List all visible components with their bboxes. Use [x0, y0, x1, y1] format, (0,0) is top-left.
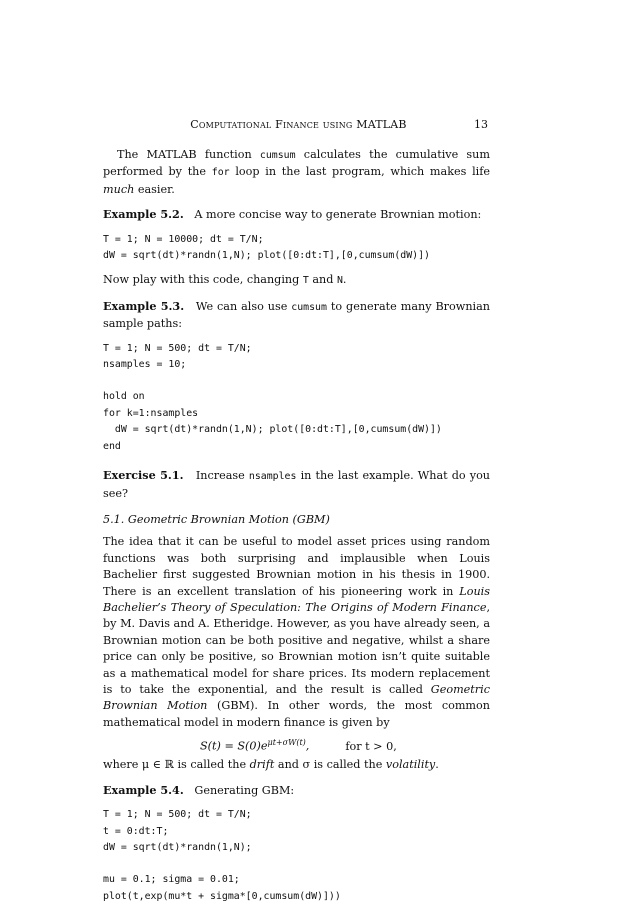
formula-comma: , [305, 739, 310, 753]
exercise-label: Exercise 5.1. [103, 468, 184, 483]
paragraph-play [103, 272, 490, 289]
text-run: where μ ∈ ℝ is called the [103, 758, 250, 772]
inline-code: T [302, 275, 309, 287]
inline-code: N [336, 275, 343, 287]
text-run: The idea that it can be useful to model asset prices using random functions was both surprising and implausible when Louis Bachelier first suggested Brownian motion in his thesis in 1900. There is an excellent translation of his pioneering work in [103, 535, 490, 598]
text-run: in the last example. What do you see? [103, 469, 491, 500]
example-5-2 [103, 206, 490, 223]
formula-lhs: S(t) = S(0)e [200, 739, 268, 753]
example-label: Example 5.2. [103, 207, 184, 222]
example-5-4 [103, 782, 490, 799]
example-text: Generating GBM: [194, 783, 295, 797]
text-run: calculates the cumulative sum performed by the [103, 148, 490, 179]
example-text: A more concise way to generate Brownian motion: [194, 208, 482, 222]
inline-code: cumsum [259, 150, 296, 161]
exercise-5-1 [103, 467, 490, 502]
emphasis: drift [249, 758, 275, 772]
gbm-formula [103, 735, 490, 755]
text-run: easier. [134, 182, 175, 196]
example-label: Example 5.4. [103, 782, 184, 797]
text-run: to generate many Brownian sample paths: [103, 299, 490, 331]
running-title: Computational Finance using MATLAB [190, 118, 407, 131]
spacer [103, 373, 490, 389]
inline-code: nsamples [248, 471, 297, 483]
text-run: and [308, 273, 337, 287]
emphasis: volatility [385, 758, 436, 772]
inline-code: cumsum [291, 301, 327, 313]
section-heading: 5.1. Geometric Brownian Motion (GBM) [103, 512, 330, 526]
book-title: Louis Bachelier’s Theory of Speculation: The Origins of Modern Finance [103, 584, 490, 614]
emphasis: much [103, 182, 135, 196]
code-block: hold on for k=1:nsamples dW = sqrt(dt)*randn(1,N); plot([0:dt:T],[0,cumsum(dW)]) end [103, 391, 442, 452]
code-block: T = 1; N = 10000; dt = T/N; dW = sqrt(dt)*randn(1,N); plot([0:dt:T],[0,cumsum(dW)]) [103, 233, 430, 262]
text-run: We can also use [195, 299, 292, 313]
text-run: . [342, 273, 347, 287]
emphasis: Geometric Brownian Motion [103, 682, 490, 713]
text-run: . [435, 758, 439, 772]
example-label: Example 5.3. [103, 298, 185, 313]
running-header [103, 117, 488, 133]
paragraph-gbm [103, 534, 490, 731]
code-block: mu = 0.1; sigma = 0.01; plot(t,exp(mu*t + sigma*[0,cumsum(dW)])) [103, 874, 341, 902]
paragraph-where [103, 757, 490, 773]
formula-exponent: μt+σW(t) [267, 738, 306, 748]
page-body [103, 147, 490, 905]
example-5-3 [103, 298, 490, 333]
paragraph-cumsum-intro [103, 147, 490, 198]
text-run: and σ is called the [274, 758, 386, 772]
formula-condition: for t > 0, [345, 739, 397, 753]
inline-code: for [211, 167, 230, 179]
text-run: (GBM). In other words, the most common mathematical model in modern finance is given by [103, 699, 490, 729]
text-run: loop in the last program, which makes life [229, 165, 490, 179]
text-run: Increase [195, 469, 249, 483]
spacer [103, 856, 490, 872]
text-run: The MATLAB function [117, 148, 260, 161]
code-block: T = 1; N = 500; dt = T/N; t = 0:dt:T; dW = sqrt(dt)*randn(1,N); [103, 809, 252, 853]
running-title-spacer [103, 117, 123, 133]
text-run: , by M. Davis and A. Etheridge. However, as you have already seen, a Brownian motion can be both positive and negative, whilst a share price can only be positive, so Brownian motion isn’t quite suitable as a mathematical model for share prices. Its modern replacement is to take the exponential, and the result is called [103, 600, 490, 696]
text-run: Now play with this code, changing [103, 273, 303, 287]
code-block: T = 1; N = 500; dt = T/N; nsamples = 10; [103, 342, 252, 371]
page-number: 13 [474, 118, 488, 131]
